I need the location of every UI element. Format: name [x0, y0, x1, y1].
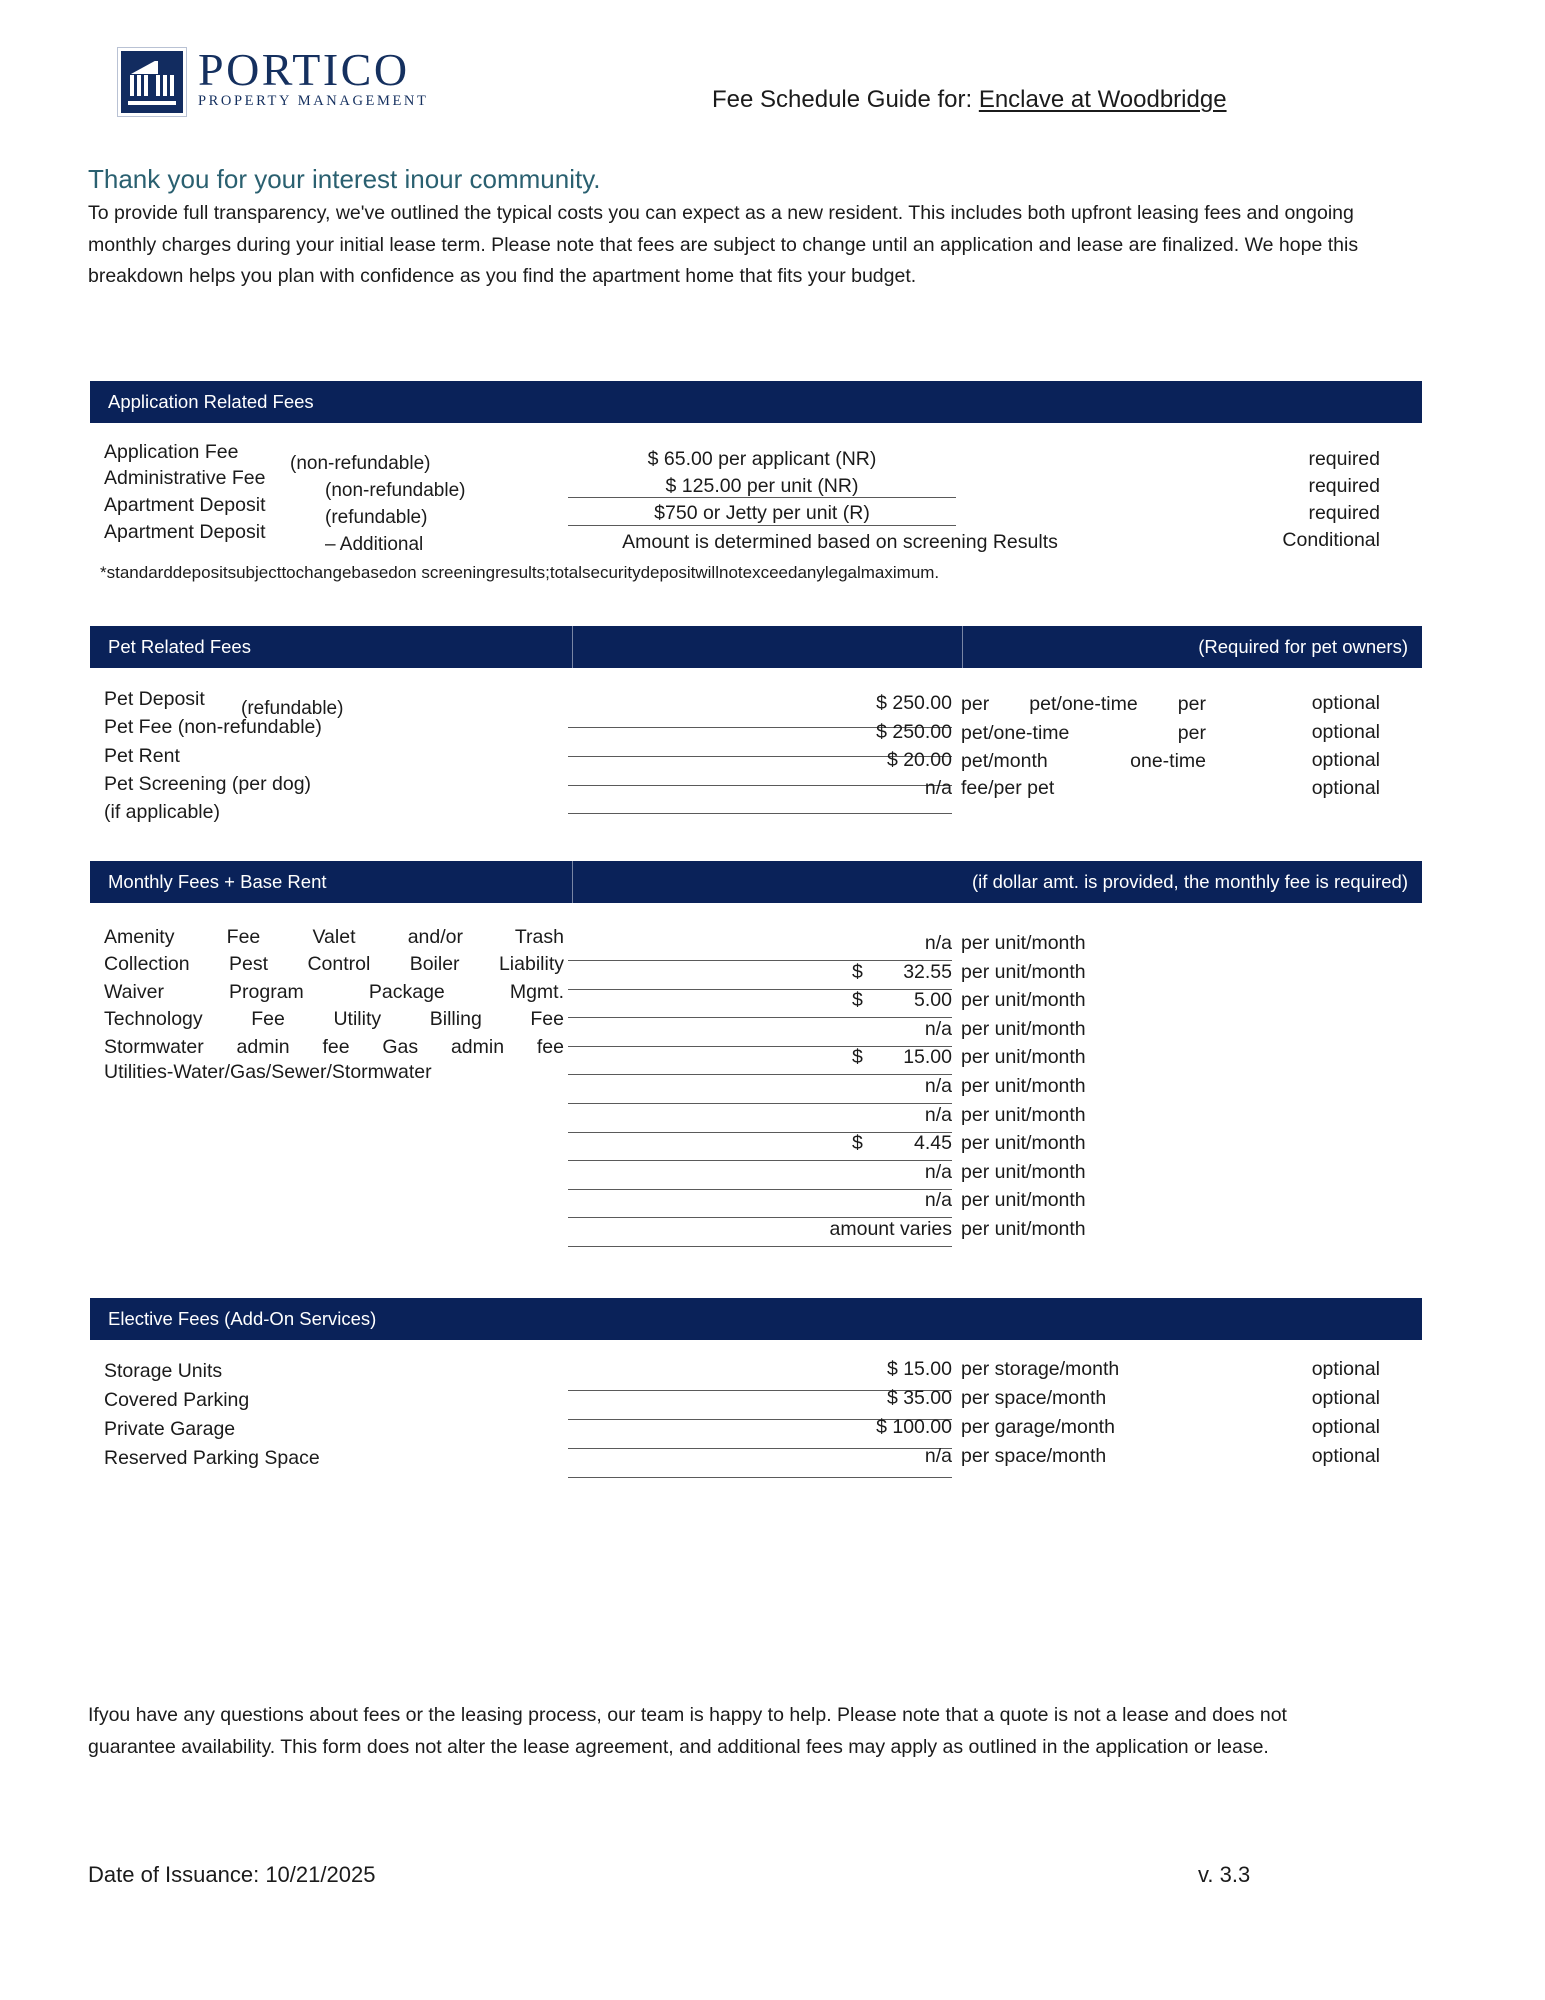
- fee-unit: fee/per pet: [961, 777, 1055, 799]
- fee-label-extra: (if applicable): [104, 801, 220, 823]
- fee-amount: 32.55: [903, 960, 952, 983]
- status-badge: optional: [1311, 1387, 1380, 1409]
- fee-amount: $ 65.00 per applicant (NR): [647, 448, 877, 470]
- fee-amount: 4.45: [914, 1132, 952, 1155]
- status-badge: optional: [1311, 721, 1380, 743]
- header-divider: [572, 861, 573, 903]
- property-name: Enclave at Woodbridge: [978, 86, 1227, 113]
- fee-amount: n/a: [924, 1160, 952, 1183]
- fee-amount: $750 or Jetty per unit (R): [654, 502, 870, 524]
- section-header-elective: [90, 1298, 1422, 1340]
- fee-amount: Amount is determined based on screening Results: [622, 531, 1058, 553]
- fee-label: Apartment Deposit: [104, 494, 266, 516]
- fee-amount: $ 15.00: [886, 1358, 952, 1380]
- fee-label: Private Garage: [104, 1418, 236, 1440]
- fee-unit: per unit/month: [961, 1189, 1086, 1212]
- status-badge: optional: [1311, 1445, 1380, 1467]
- fee-unit: per unit/month: [961, 1132, 1086, 1155]
- status-badge: required: [1308, 502, 1380, 524]
- fee-unit: per garage/month: [961, 1416, 1115, 1438]
- fee-label: Application Fee: [104, 441, 239, 463]
- fee-unit: per unit/month: [961, 989, 1086, 1012]
- status-badge: optional: [1311, 749, 1380, 771]
- fee-qualifier: – Additional: [325, 534, 424, 555]
- fee-unit: per unit/month: [961, 960, 1086, 983]
- fee-unit: pet/one-time per: [961, 722, 1206, 744]
- currency-symbol: $: [852, 960, 863, 983]
- section-title-application: Application Related Fees: [108, 391, 314, 412]
- status-badge: optional: [1311, 777, 1380, 799]
- amount-rule: [568, 525, 956, 526]
- fee-qualifier: (non-refundable): [290, 453, 431, 474]
- fee-qualifier: (refundable): [325, 507, 428, 528]
- status-badge: optional: [1311, 1358, 1380, 1380]
- fee-amount: $ 250.00: [876, 721, 952, 743]
- fee-unit: per unit/month: [961, 1103, 1086, 1126]
- logo-tagline: PROPERTY MANAGEMENT: [198, 92, 429, 109]
- fee-amount: 15.00: [903, 1046, 952, 1069]
- amount-rule: [568, 1246, 952, 1247]
- amount-rule: [568, 813, 952, 814]
- currency-symbol: $: [852, 1132, 863, 1155]
- monthly-fee-label-line: Utilities-Water/Gas/Sewer/Stormwater: [104, 1061, 432, 1083]
- fee-label: Covered Parking: [104, 1389, 250, 1411]
- logo-wordmark: PORTICO: [198, 44, 410, 95]
- status-badge: optional: [1311, 692, 1380, 714]
- intro-heading: Thank you for your interest inour community.: [88, 164, 601, 194]
- document-header: [0, 0, 1545, 130]
- fee-unit: per space/month: [961, 1445, 1107, 1467]
- fee-unit: per pet/one-time per: [961, 693, 1206, 715]
- section-subtitle-monthly: (if dollar amt. is provided, the monthly fee is required): [972, 871, 1408, 892]
- page-title-prefix: Fee Schedule Guide for:: [712, 86, 973, 113]
- fee-unit: per unit/month: [961, 932, 1086, 954]
- section-header-monthly: [90, 861, 1422, 903]
- fee-unit: per unit/month: [961, 1218, 1086, 1240]
- monthly-fee-label-line: Stormwater admin fee Gas admin fee: [104, 1036, 564, 1058]
- fee-amount: $ 35.00: [886, 1387, 952, 1409]
- status-badge: required: [1308, 448, 1380, 470]
- status-badge: optional: [1311, 1416, 1380, 1438]
- fee-amount: n/a: [924, 1189, 952, 1212]
- fee-qualifier: (refundable): [241, 698, 344, 719]
- fee-amount: n/a: [924, 1017, 952, 1040]
- fee-amount: 5.00: [914, 989, 952, 1012]
- issuance-date: Date of Issuance: 10/21/2025: [88, 1862, 376, 1887]
- fee-unit: pet/month one-time: [961, 750, 1206, 772]
- section-title-pet: Pet Related Fees: [108, 636, 251, 657]
- section-header-pet: [90, 626, 1422, 668]
- fee-amount: $ 125.00 per unit (NR): [665, 475, 859, 497]
- fee-unit: per unit/month: [961, 1075, 1086, 1097]
- portico-logo: [118, 44, 429, 116]
- fee-label: Apartment Deposit: [104, 521, 266, 543]
- footer-disclaimer: Ifyou have any questions about fees or the leasing process, our team is happy to help. Please note that a quote is not a lease and does not guarantee availability. This form does not alter the lease agreement, and additional fees may apply as outlined in the application or lease.: [88, 1704, 1287, 1758]
- application-footnote: *standarddepositsubjecttochangebasedon screeningresults;totalsecuritydepositwillnotexceedanylegalmaximum.: [100, 563, 940, 582]
- fee-amount: n/a: [924, 1445, 952, 1467]
- fee-label: Pet Rent: [104, 745, 180, 767]
- fee-unit: per storage/month: [961, 1358, 1120, 1380]
- fee-label: Storage Units: [104, 1360, 223, 1382]
- section-header-application: [90, 381, 1422, 423]
- version-label: v. 3.3: [1198, 1862, 1251, 1887]
- portico-building-icon: [118, 48, 186, 116]
- monthly-fee-label-line: Waiver Program Package Mgmt.: [104, 981, 564, 1003]
- fee-amount: $ 100.00: [876, 1416, 952, 1438]
- fee-amount: n/a: [924, 932, 952, 954]
- amount-rule: [568, 1477, 952, 1478]
- fee-unit: per unit/month: [961, 1160, 1086, 1183]
- intro-paragraph: To provide full transparency, we've outlined the typical costs you can expect as a new resident. This includes both upfront leasing fees and ongoing monthly charges during your initial lease term. Please note that fees are subject to change until an application and lease are finalized. We hope this breakdown helps you plan with confidence as you find the apartment home that fits your budget.: [88, 202, 1359, 288]
- header-divider: [572, 626, 573, 668]
- page-title: [712, 86, 1227, 114]
- fee-unit: per space/month: [961, 1387, 1107, 1409]
- fee-amount: $ 250.00: [876, 692, 952, 714]
- currency-symbol: $: [852, 1046, 863, 1069]
- fee-label: Pet Fee (non-refundable): [104, 716, 322, 738]
- section-title-elective: Elective Fees (Add-On Services): [108, 1308, 377, 1329]
- fee-unit: per unit/month: [961, 1046, 1086, 1069]
- fee-amount: amount varies: [829, 1218, 952, 1240]
- fee-amount: n/a: [924, 777, 952, 799]
- fee-label: Reserved Parking Space: [104, 1447, 320, 1469]
- fee-qualifier: (non-refundable): [325, 480, 466, 501]
- monthly-fee-label-line: Amenity Fee Valet and/or Trash: [104, 926, 564, 948]
- status-badge: Conditional: [1282, 529, 1380, 551]
- fee-amount: $ 20.00: [886, 749, 952, 771]
- section-subtitle-pet: (Required for pet owners): [1198, 636, 1408, 657]
- fee-label: Pet Deposit: [104, 688, 205, 710]
- fee-amount: n/a: [924, 1103, 952, 1126]
- fee-unit: per unit/month: [961, 1017, 1086, 1040]
- section-title-monthly: Monthly Fees + Base Rent: [108, 871, 327, 892]
- monthly-fee-label-line: Collection Pest Control Boiler Liability: [104, 953, 564, 975]
- fee-label: Administrative Fee: [104, 467, 266, 489]
- status-badge: required: [1308, 475, 1380, 497]
- fee-amount: n/a: [924, 1075, 952, 1097]
- fee-label: Pet Screening (per dog): [104, 773, 312, 795]
- currency-symbol: $: [852, 989, 863, 1012]
- header-divider: [962, 626, 963, 668]
- monthly-fee-label-line: Technology Fee Utility Billing Fee: [104, 1008, 564, 1030]
